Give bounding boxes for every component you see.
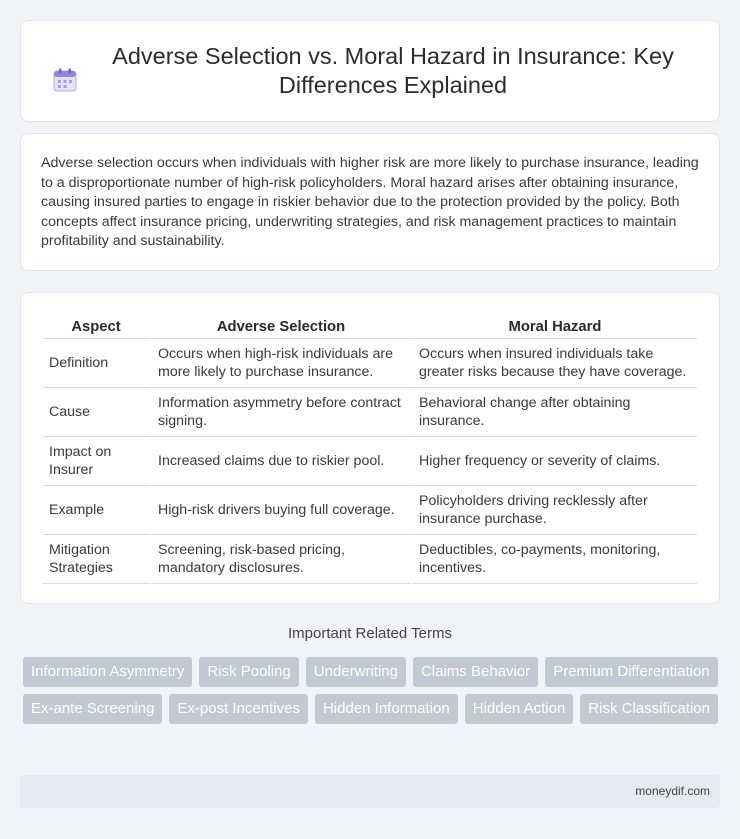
tag-underwriting[interactable]: Underwriting xyxy=(306,657,406,687)
row-adverse: High-risk drivers buying full coverage. xyxy=(149,486,410,535)
tag-hidden-information[interactable]: Hidden Information xyxy=(315,694,458,724)
table-header-row xyxy=(43,315,697,339)
footer xyxy=(20,775,720,808)
row-aspect: Definition xyxy=(43,339,149,388)
row-adverse: Screening, risk-based pricing, mandatory disclosures. xyxy=(149,535,410,584)
header-moral-hazard: Moral Hazard xyxy=(410,315,697,339)
intro-card xyxy=(20,133,720,271)
tag-claims-behavior[interactable]: Claims Behavior xyxy=(413,657,538,687)
table-row xyxy=(43,486,697,535)
tag-information-asymmetry[interactable]: Information Asymmetry xyxy=(23,657,192,687)
comparison-table xyxy=(43,315,697,584)
table-row xyxy=(43,339,697,388)
tag-premium-differentiation[interactable]: Premium Differentiation xyxy=(545,657,717,687)
intro-paragraph: Adverse selection occurs when individuals with higher risk are more likely to purchase insurance, leading to a disproportionate number of high-risk policyholders. Moral hazard arises after obtaining insurance, causing insured parties to engage in riskier behavior due to the protection provided by the policy. Both concepts affect insurance pricing, underwriting strategies, and risk management practices to maintain profitability and sustainability. xyxy=(41,155,699,249)
table-row xyxy=(43,535,697,584)
tag-hidden-action[interactable]: Hidden Action xyxy=(465,694,574,724)
row-adverse: Increased claims due to riskier pool. xyxy=(149,437,410,486)
row-aspect: Example xyxy=(43,486,149,535)
comparison-table-card xyxy=(20,292,720,604)
title-wrap xyxy=(51,42,689,100)
calendar-icon xyxy=(51,66,79,94)
row-aspect: Impact on Insurer xyxy=(43,437,149,486)
row-adverse: Occurs when high-risk individuals are more likely to purchase insurance. xyxy=(149,339,410,388)
footer-site[interactable]: moneydif.com xyxy=(635,784,710,798)
row-moral: Higher frequency or severity of claims. xyxy=(410,437,697,486)
related-terms-list xyxy=(23,657,723,724)
table-row xyxy=(43,437,697,486)
page-title: Adverse Selection vs. Moral Hazard in Insurance: Key Differences Explained xyxy=(112,43,674,98)
tag-risk-pooling[interactable]: Risk Pooling xyxy=(199,657,298,687)
row-moral: Deductibles, co-payments, monitoring, incentives. xyxy=(410,535,697,584)
tag-ex-post-incentives[interactable]: Ex-post Incentives xyxy=(169,694,308,724)
related-terms-heading: Important Related Terms xyxy=(288,625,452,642)
row-moral: Behavioral change after obtaining insurance. xyxy=(410,388,697,437)
row-aspect: Cause xyxy=(43,388,149,437)
row-moral: Occurs when insured individuals take greater risks because they have coverage. xyxy=(410,339,697,388)
title-card xyxy=(20,20,720,122)
row-aspect: Mitigation Strategies xyxy=(43,535,149,584)
tag-ex-ante-screening[interactable]: Ex-ante Screening xyxy=(23,694,162,724)
table-row xyxy=(43,388,697,437)
tag-risk-classification[interactable]: Risk Classification xyxy=(580,694,718,724)
header-adverse-selection: Adverse Selection xyxy=(149,315,410,339)
row-adverse: Information asymmetry before contract signing. xyxy=(149,388,410,437)
header-aspect: Aspect xyxy=(43,315,149,339)
row-moral: Policyholders driving recklessly after insurance purchase. xyxy=(410,486,697,535)
